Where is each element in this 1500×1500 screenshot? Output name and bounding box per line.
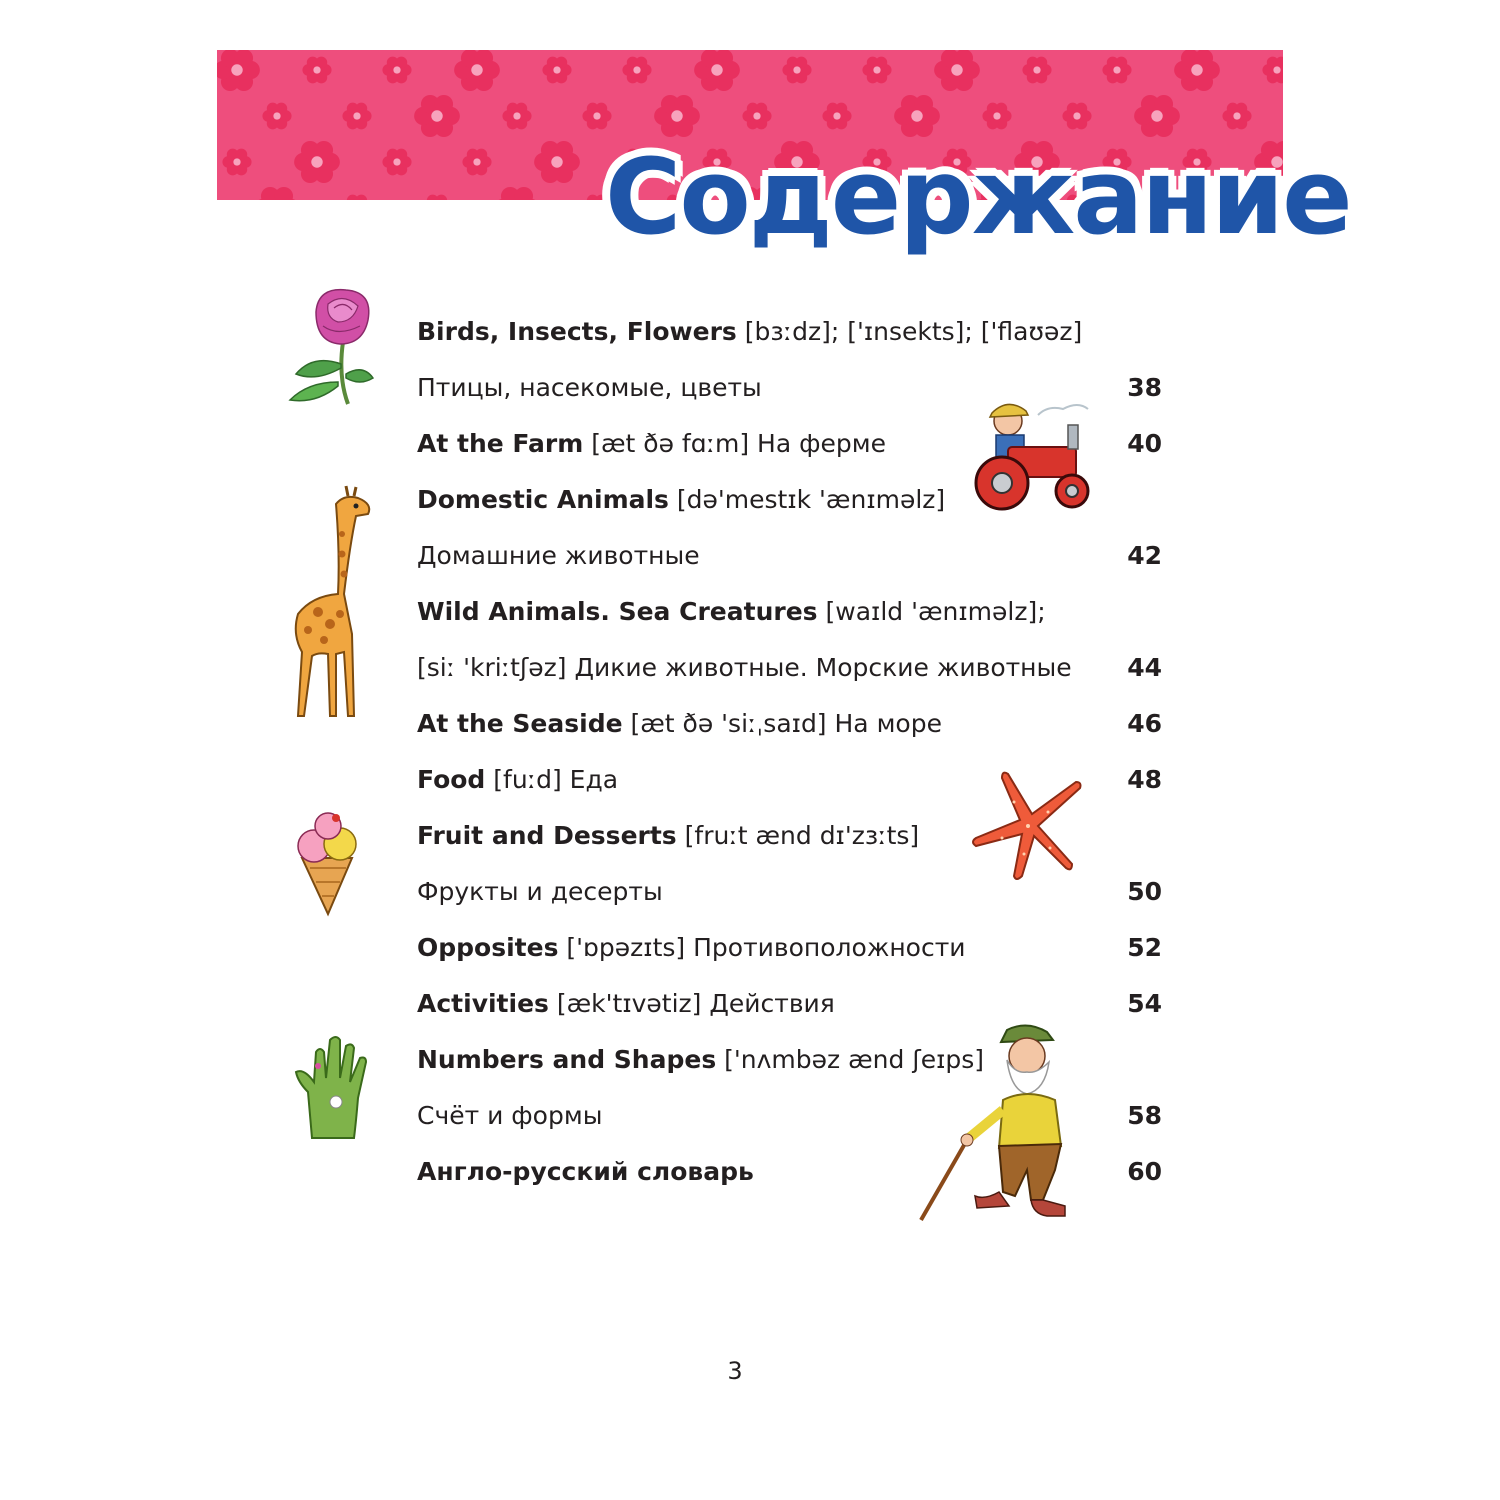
entry-text: [də'mestɪk 'ænɪməlz] bbox=[668, 485, 946, 514]
giraffe-illustration bbox=[278, 484, 386, 724]
entry-english-title: At the Farm bbox=[417, 429, 584, 458]
entry-english-title: Wild Animals. Sea Creatures bbox=[417, 597, 818, 626]
entry-english-title: Birds, Insects, Flowers bbox=[417, 317, 737, 346]
toc-entry bbox=[417, 648, 1162, 688]
entry-text: Домашние животные bbox=[417, 541, 700, 570]
tractor-illustration bbox=[968, 395, 1096, 517]
entry-page: 48 bbox=[1127, 765, 1162, 794]
entry-text: ['nʌmbəz ænd ʃeɪps] bbox=[716, 1045, 985, 1074]
entry-english-title: Numbers and Shapes bbox=[417, 1045, 717, 1074]
entry-page: 58 bbox=[1127, 1101, 1162, 1130]
entry-text: [æk'tɪvətiz] Действия bbox=[548, 989, 835, 1018]
glove-illustration bbox=[288, 1032, 378, 1142]
entry-page: 42 bbox=[1127, 541, 1162, 570]
entry-english-title: Activities bbox=[417, 989, 549, 1018]
entry-text: [siː 'kriːtʃəz] Дикие животные. Морские животные bbox=[417, 653, 1072, 682]
entry-text: [waɪld 'ænɪməlz]; bbox=[817, 597, 1046, 626]
rose-illustration bbox=[268, 282, 383, 410]
entry-english-title: Domestic Animals bbox=[417, 485, 669, 514]
hiker-illustration bbox=[915, 1020, 1095, 1225]
starfish-illustration bbox=[968, 768, 1088, 883]
entry-text: [fruːt ænd dɪ'zɜːts] bbox=[676, 821, 920, 850]
entry-page: 38 bbox=[1127, 373, 1162, 402]
entry-page: 60 bbox=[1127, 1157, 1162, 1186]
entry-page: 50 bbox=[1127, 877, 1162, 906]
entry-english-title: Opposites bbox=[417, 933, 559, 962]
entry-text: Птицы, насекомые, цветы bbox=[417, 373, 762, 402]
entry-text: ['ɒpəzɪts] Противоположности bbox=[558, 933, 966, 962]
entry-text: [fuːd] Еда bbox=[485, 765, 619, 794]
entry-text: Счёт и формы bbox=[417, 1101, 603, 1130]
toc-entry bbox=[417, 592, 1162, 632]
entry-text: Фрукты и десерты bbox=[417, 877, 663, 906]
entry-english-title: At the Seaside bbox=[417, 709, 623, 738]
entry-text: [æt ðə fɑːm] На ферме bbox=[583, 429, 886, 458]
ice-cream-illustration bbox=[288, 808, 366, 918]
toc-entry bbox=[417, 928, 1162, 968]
entry-page: 40 bbox=[1127, 429, 1162, 458]
page-title: Содержание bbox=[605, 136, 1351, 258]
entry-english-title: Fruit and Desserts bbox=[417, 821, 677, 850]
page-number: 3 bbox=[727, 1357, 743, 1385]
toc-entry bbox=[417, 312, 1162, 352]
entry-text: [æt ðə 'siːˌsaɪd] На море bbox=[622, 709, 942, 738]
entry-text: [bɜːdz]; ['ɪnsekts]; ['flaʊəz] bbox=[736, 317, 1083, 346]
toc-entry bbox=[417, 704, 1162, 744]
entry-page: 52 bbox=[1127, 933, 1162, 962]
entry-page: 44 bbox=[1127, 653, 1162, 682]
entry-page: 46 bbox=[1127, 709, 1162, 738]
entry-english-title: Food bbox=[417, 765, 486, 794]
entry-english-title: Англо-русский словарь bbox=[417, 1157, 754, 1186]
toc-entry bbox=[417, 984, 1162, 1024]
toc-entry bbox=[417, 536, 1162, 576]
entry-page: 54 bbox=[1127, 989, 1162, 1018]
